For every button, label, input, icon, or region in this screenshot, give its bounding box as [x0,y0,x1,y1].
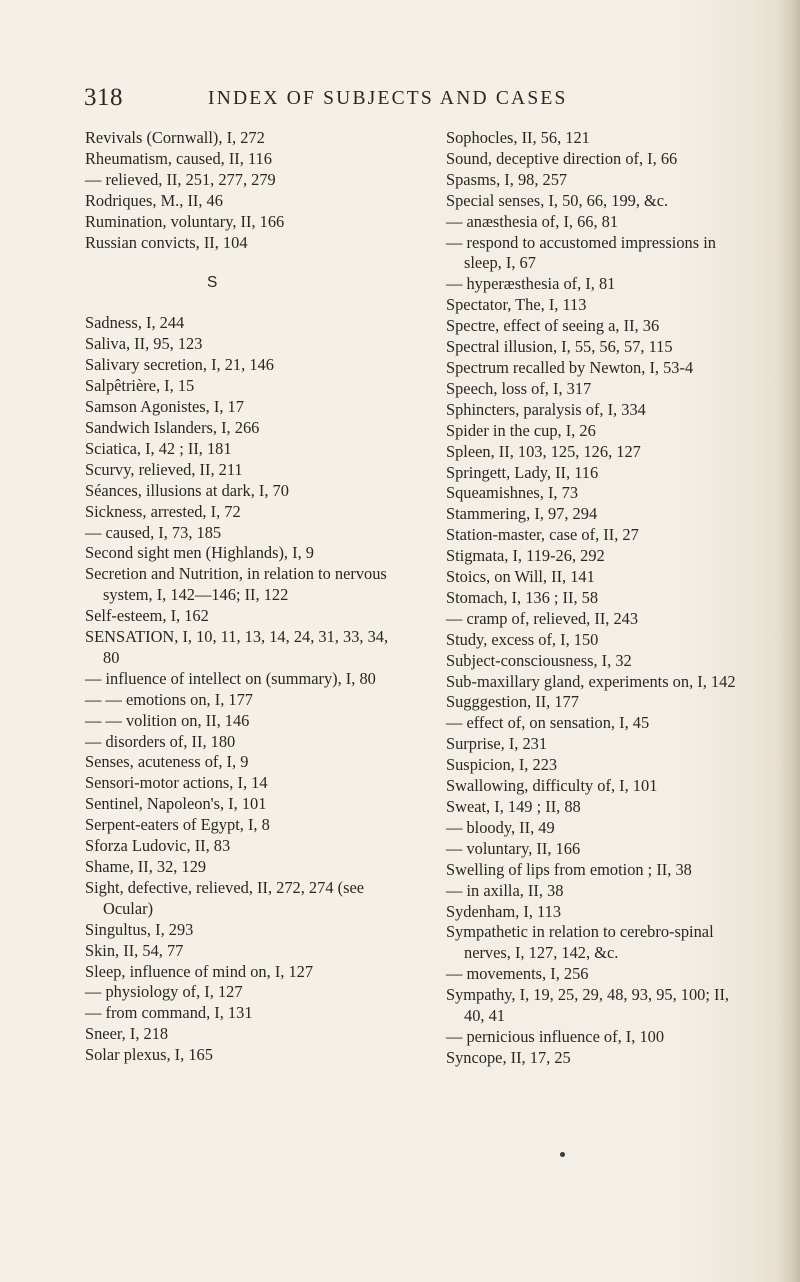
index-entry: Stoics, on Will, II, 141 [446,567,595,587]
index-entry: Sensori-motor actions, I, 14 [85,773,268,793]
index-entry: Sound, deceptive direction of, I, 66 [446,148,678,168]
index-entry: Station-master, case of, II, 27 [446,525,639,545]
index-entry: — voluntary, II, 166 [446,838,581,858]
index-entry: — influence of intellect on (summary), I, 80 [85,668,376,688]
index-entry: Russian convicts, II, 104 [85,232,248,252]
index-entry: Senses, acuteness of, I, 9 [85,752,249,772]
index-entry: Stomach, I, 136 ; II, 58 [446,587,599,607]
index-entry: Sugggestion, II, 177 [446,692,579,712]
index-column-right [446,128,746,1069]
index-entry: Study, excess of, I, 150 [446,629,599,649]
index-entry: Springett, Lady, II, 116 [446,462,599,482]
index-entry: Speech, loss of, I, 317 [446,378,592,398]
index-entry: Serpent-eaters of Egypt, I, 8 [85,815,270,835]
index-entry: Sickness, arrested, I, 72 [85,501,241,521]
index-entry: — anæsthesia of, I, 66, 81 [446,211,619,231]
index-entry: Rodriques, M., II, 46 [85,190,223,210]
index-entry: Spectre, effect of seeing a, II, 36 [446,316,660,336]
index-entry: Sforza Ludovic, II, 83 [85,836,231,856]
index-entry: — respond to accustomed impressions in sleep, I, 67 [446,232,716,273]
index-entry: Sophocles, II, 56, 121 [446,128,590,147]
index-entry: — physiology of, I, 127 [85,982,243,1002]
ink-speck [560,1152,565,1157]
index-entry: Stigmata, I, 119-26, 292 [446,546,605,566]
index-entry: Spider in the cup, I, 26 [446,420,596,440]
index-entry: Sciatica, I, 42 ; II, 181 [85,438,232,458]
index-entry: Salivary secretion, I, 21, 146 [85,355,274,375]
index-entry: Sydenham, I, 113 [446,901,562,921]
index-entry: — hyperæsthesia of, I, 81 [446,274,616,294]
index-entry: Sneer, I, 218 [85,1024,169,1044]
index-column-left [85,128,397,1066]
page-number: 318 [84,84,123,111]
index-entries-s-part1 [85,313,397,1066]
index-entry: Sympathetic in relation to cerebro-spinal nerves, I, 127, 142, &c. [446,922,714,963]
index-entry: Solar plexus, I, 165 [85,1045,213,1065]
index-entry: Sleep, influence of mind on, I, 127 [85,961,314,981]
index-entry: Spectral illusion, I, 55, 56, 57, 115 [446,337,673,357]
index-entries-s-part2 [446,128,746,1069]
index-entry: — disorders of, II, 180 [85,731,236,751]
page-edge-shadow [778,0,800,1282]
index-entry: Squeamishnes, I, 73 [446,483,579,503]
index-entry: — cramp of, relieved, II, 243 [446,608,639,628]
index-entry: Shame, II, 32, 129 [85,857,207,876]
index-entry: Subject-consciousness, I, 32 [446,650,632,670]
index-entry: Second sight men (Highlands), I, 9 [85,543,314,563]
index-entry: — in axilla, II, 38 [446,880,564,900]
index-entry: Scurvy, relieved, II, 211 [85,459,243,479]
index-entry: Revivals (Cornwall), I, 272 [85,128,265,147]
index-entry: Sandwich Islanders, I, 266 [85,417,260,437]
index-entry: Rumination, voluntary, II, 166 [85,211,285,231]
index-entry: Singultus, I, 293 [85,919,194,939]
index-entry: Stammering, I, 97, 294 [446,504,598,524]
index-entry: Swelling of lips from emotion ; II, 38 [446,859,692,879]
index-entry: Self-esteem, I, 162 [85,606,209,626]
index-entry: Spleen, II, 103, 125, 126, 127 [446,441,641,461]
index-entry: — bloody, II, 49 [446,817,555,837]
index-entry: Sweat, I, 149 ; II, 88 [446,797,581,816]
index-entry: Sympathy, I, 19, 25, 29, 48, 93, 95, 100; II, 40, 41 [446,985,730,1026]
index-entry: Saliva, II, 95, 123 [85,334,203,354]
index-entry: Spectrum recalled by Newton, I, 53-4 [446,357,694,377]
index-entry: Sub-maxillary gland, experiments on, I, 142 [446,671,736,691]
index-entry: Skin, II, 54, 77 [85,940,184,960]
index-entry: Suspicion, I, 223 [446,755,558,775]
index-entry: Swallowing, difficulty of, I, 101 [446,776,658,796]
index-entry: Secretion and Nutrition, in relation to nervous system, I, 142—146; II, 122 [85,564,387,605]
index-entry: — — emotions on, I, 177 [85,689,253,709]
index-entry: Syncope, II, 17, 25 [446,1047,571,1067]
section-letter-heading: S [207,274,218,292]
index-entry: Spectator, The, I, 113 [446,295,587,315]
index-entries-r [85,128,397,253]
index-entry: — movements, I, 256 [446,964,589,984]
index-entry: Séances, illusions at dark, I, 70 [85,480,289,500]
index-entry: Sadness, I, 244 [85,313,185,333]
index-entry: — pernicious influence of, I, 100 [446,1026,665,1046]
page-header [84,84,604,124]
index-entry: — from command, I, 131 [85,1003,253,1023]
index-entry: — — volition on, II, 146 [85,710,250,730]
index-entry: SENSATION, I, 10, 11, 13, 14, 24, 31, 33, 34, 80 [85,627,389,667]
index-entry: Surprise, I, 231 [446,734,548,754]
index-entry: Sentinel, Napoleon's, I, 101 [85,794,267,814]
running-head: INDEX OF SUBJECTS AND CASES [208,88,568,109]
index-entry: Samson Agonistes, I, 17 [85,397,244,417]
index-entry: Sphincters, paralysis of, I, 334 [446,399,646,419]
index-entry: Special senses, I, 50, 66, 199, &c. [446,190,669,210]
index-entry: Spasms, I, 98, 257 [446,169,568,189]
index-entry: Salpêtrière, I, 15 [85,376,195,396]
index-entry: Rheumatism, caused, II, 116 [85,148,272,168]
index-entry: — effect of, on sensation, I, 45 [446,713,650,733]
index-entry: — relieved, II, 251, 277, 279 [85,169,276,189]
index-entry: Sight, defective, relieved, II, 272, 274 (see Ocular) [85,877,365,918]
index-entry: — caused, I, 73, 185 [85,522,222,542]
